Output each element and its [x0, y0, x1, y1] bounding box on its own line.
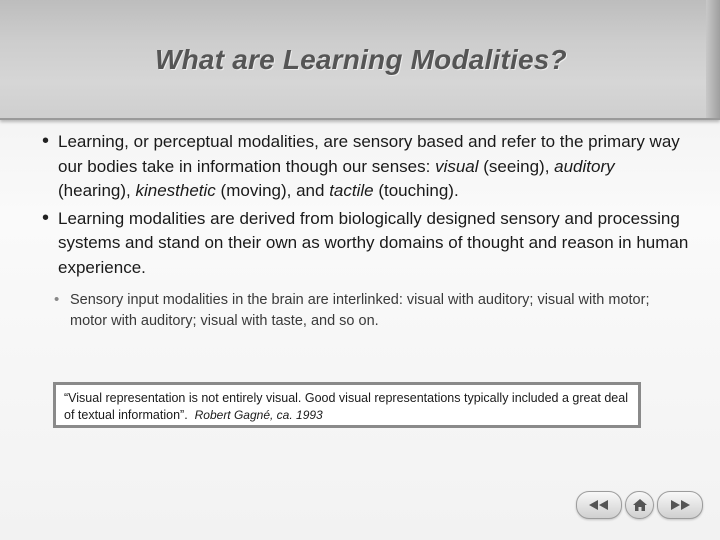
bullet-dot: •	[42, 130, 50, 152]
slide-title: What are Learning Modalities?	[155, 44, 567, 75]
rewind-icon	[586, 499, 612, 511]
next-slide-button[interactable]	[657, 491, 703, 519]
slide-navigation	[576, 491, 703, 519]
sub-bullet-dot: •	[54, 291, 60, 308]
bullet-dot: •	[42, 206, 50, 229]
home-icon	[632, 498, 648, 512]
text-run: (hearing),	[58, 181, 136, 200]
bullet-text: Learning modalities are derived from biologically designed sensory and processing systems and stand on their own as worthy domains of thought and reason in human experience.	[58, 208, 689, 277]
bullet-text	[58, 130, 692, 204]
quote-text: “Visual representation is not entirely visual. Good visual representations typically included a great deal of textual information”.	[64, 391, 628, 422]
term-visual: visual	[435, 156, 479, 176]
quote-box	[53, 382, 641, 428]
bullet-item	[42, 130, 692, 204]
fast-forward-icon	[667, 499, 693, 511]
bullet-item	[42, 207, 692, 281]
title-bar	[0, 0, 720, 120]
home-button[interactable]	[625, 491, 654, 519]
term-kinesthetic: kinesthetic	[135, 181, 216, 200]
text-run: Learning, or perceptual modalities, are sensory based and refer to the primary way our bodies take in information though our senses:	[58, 132, 680, 176]
previous-slide-button[interactable]	[576, 491, 622, 519]
term-tactile: tactile	[329, 181, 374, 200]
title-bar-edge	[706, 0, 720, 118]
text-run: (moving), and	[215, 181, 330, 200]
term-auditory: auditory	[554, 156, 615, 176]
bullet-list	[42, 130, 692, 332]
text-run: (touching).	[373, 181, 459, 200]
sub-bullet-item	[54, 290, 674, 332]
quote-citation: Robert Gagné, ca. 1993	[194, 408, 323, 422]
sub-bullet-text: Sensory input modalities in the brain are interlinked: visual with auditory; visual with motor; motor with auditory; visual with taste, and so on.	[70, 292, 650, 329]
text-run: (seeing),	[478, 156, 555, 176]
